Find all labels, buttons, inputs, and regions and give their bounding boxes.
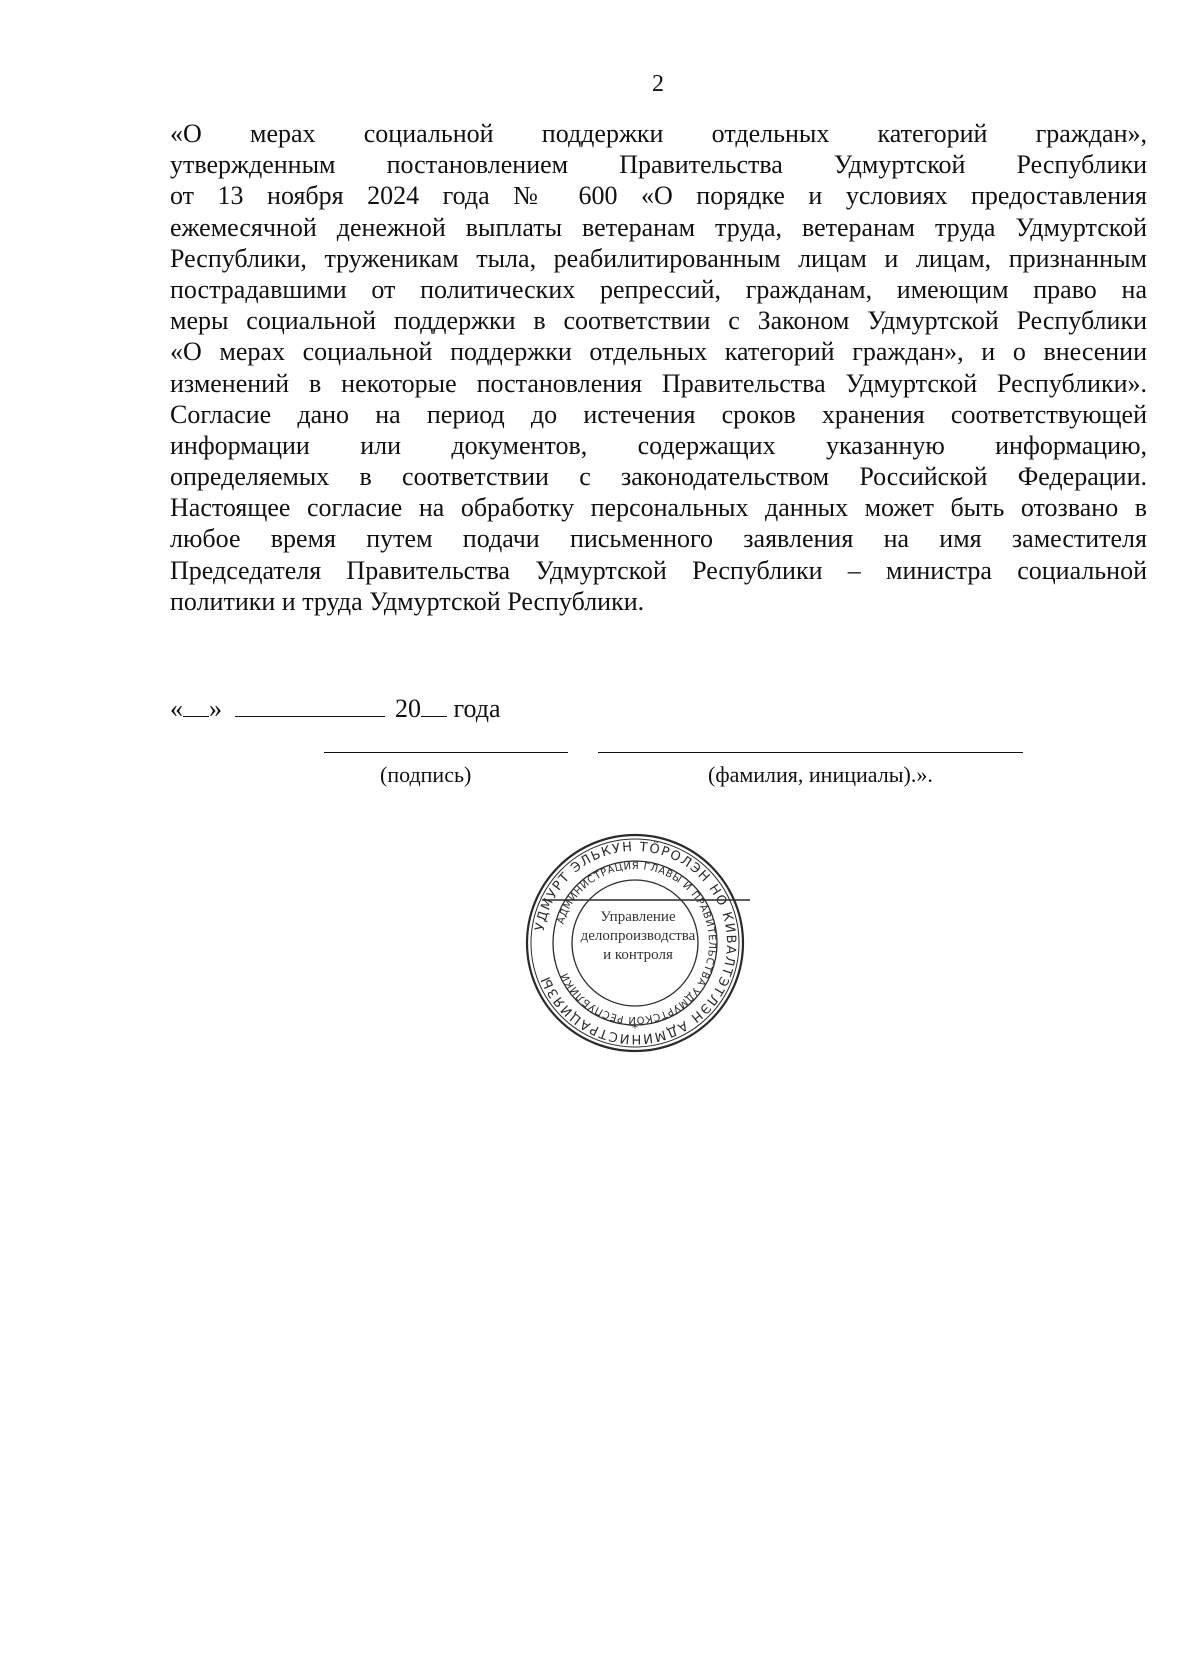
body-line: любое время путем подачи письменного заявления на имя заместителя bbox=[170, 524, 1147, 554]
stamp-outer-text: УДМУРТ ЭЛЬКУН ТӦРОЛЭН НО КИВАЛТЭТЛЭН АДМИНИСТРАЦИЯЗЫ bbox=[532, 839, 739, 1047]
year-blank bbox=[421, 694, 447, 717]
date-open-quote: « bbox=[170, 694, 183, 723]
body-line: определяемых в соответствии с законодательством Российской Федерации. bbox=[170, 462, 1147, 492]
body-line: Согласие дано на период до истечения сроков хранения соответствующей bbox=[170, 399, 1147, 429]
name-line bbox=[598, 752, 1023, 753]
consent-body-text bbox=[170, 118, 1147, 617]
body-line: информации или документов, содержащих указанную информацию, bbox=[170, 430, 1147, 460]
name-caption: (фамилия, инициалы).». bbox=[708, 762, 933, 787]
body-line: Председателя Правительства Удмуртской Республики – министра социальной bbox=[170, 555, 1147, 585]
stamp-center-line: делопроизводства bbox=[580, 928, 696, 944]
body-line: «О мерах социальной поддержки отдельных категорий граждан», bbox=[170, 119, 1147, 148]
stamp-center-text bbox=[573, 908, 703, 965]
body-line: «О мерах социальной поддержки отдельных категорий граждан», и о внесении bbox=[170, 337, 1147, 367]
body-line: от 13 ноября 2024 года № 600 «О порядке и условиях предоставления bbox=[170, 181, 1147, 211]
year-suffix: года bbox=[453, 694, 501, 723]
stamp-center-line: Управление bbox=[600, 909, 676, 925]
stamp-center-line: и контроля bbox=[603, 947, 673, 963]
body-line: Настоящее согласие на обработку персональных данных может быть отозвано в bbox=[170, 493, 1147, 523]
date-line bbox=[170, 693, 501, 725]
body-line: пострадавшими от политических репрессий, гражданам, имеющим право на bbox=[170, 274, 1147, 304]
month-blank bbox=[235, 694, 385, 717]
body-line: ежемесячной денежной выплаты ветеранам труда, ветеранам труда Удмуртской bbox=[170, 212, 1147, 242]
signature-line bbox=[324, 752, 568, 753]
body-line: утвержденным постановлением Правительства Удмуртской Республики bbox=[170, 150, 1147, 180]
page-number: 2 bbox=[652, 71, 664, 97]
body-line: Республики, труженикам тыла, реабилитированным лицам и лицам, признанным bbox=[170, 243, 1147, 273]
stamp-inner-text: АДМИНИСТРАЦИЯ ГЛАВЫ И ПРАВИТЕЛЬСТВА УДМУРТСКОЙ РЕСПУБЛИКИ bbox=[555, 860, 718, 1026]
body-line: изменений в некоторые постановления Правительства Удмуртской Республики». bbox=[170, 368, 1147, 398]
body-line: политики и труда Удмуртской Республики. bbox=[170, 586, 645, 616]
body-line: меры социальной поддержки в соответствии с Законом Удмуртской Республики bbox=[170, 306, 1147, 336]
year-prefix: 20 bbox=[395, 694, 421, 723]
stamp-star: * bbox=[632, 1021, 638, 1035]
date-close-quote: » bbox=[209, 694, 222, 723]
day-blank bbox=[183, 694, 209, 717]
signature-caption: (подпись) bbox=[380, 762, 472, 787]
